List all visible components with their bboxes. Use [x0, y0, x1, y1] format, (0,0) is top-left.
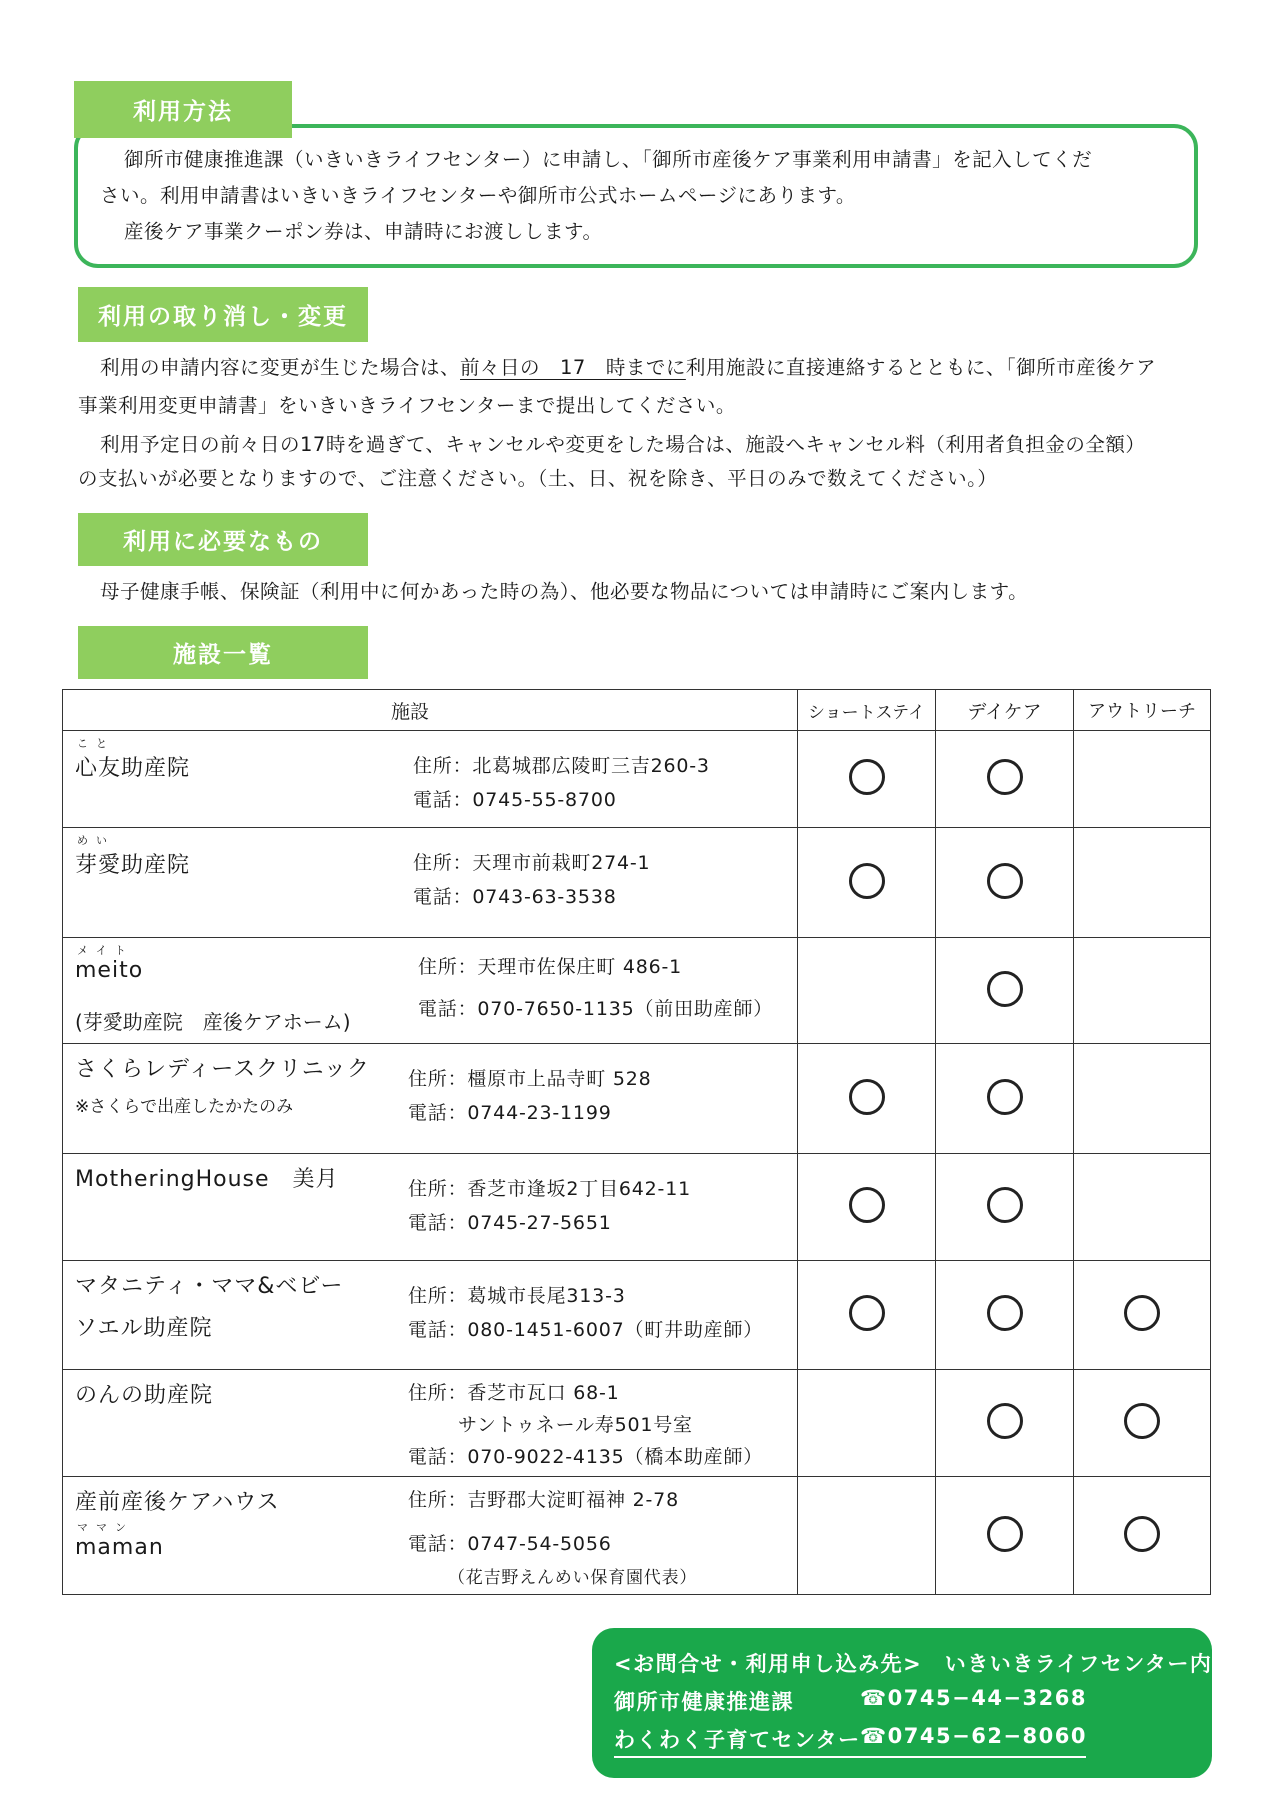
available-circle-icon: [849, 1295, 885, 1331]
facility-address: 住所：香芝市逢坂2丁目642-11: [408, 1177, 691, 1200]
facility-name: MotheringHouse 美月: [75, 1166, 339, 1192]
contact-dept-2: わくわく子育てセンター: [614, 1728, 861, 1752]
facility-row: [63, 1044, 1211, 1154]
cancel-line-1-post: 利用施設に直接連絡するとともに、「御所市産後ケア: [685, 356, 1157, 379]
facility-phone: 電話：070-7650-1135（前田助産師）: [418, 997, 774, 1020]
usage-line-2: さい。利用申請書はいきいきライフセンターや御所市公式ホームページにあります。: [100, 184, 856, 207]
facility-subtitle: ※さくらで出産したかたのみ: [75, 1097, 294, 1118]
facility-name: マタニティ・ママ&ベビー: [75, 1274, 344, 1300]
service-mark-short: [798, 1477, 936, 1595]
service-mark-out: [1074, 1261, 1211, 1370]
facility-phone: 電話：070-9022-4135（橋本助産師）: [408, 1445, 764, 1468]
available-circle-icon: [987, 971, 1023, 1007]
facility-cell: [63, 1369, 798, 1476]
available-circle-icon: [987, 1187, 1023, 1223]
facility-cell: [63, 1477, 798, 1595]
facility-phone: 電話：0745-27-5651: [408, 1211, 612, 1234]
contact-tel-1: ☎0745−44−3268: [860, 1686, 1087, 1710]
service-mark-out: [1074, 1369, 1211, 1476]
facility-name: 心友助産院: [75, 756, 191, 781]
facility-address: 住所：橿原市上品寺町 528: [408, 1068, 652, 1091]
service-mark-day: [936, 1044, 1074, 1154]
service-mark-short: [798, 1261, 936, 1370]
facility-row: [63, 937, 1211, 1043]
facility-name-ruby: めい: [77, 834, 115, 848]
facility-phone: 電話：080-1451-6007（町井助産師）: [408, 1319, 764, 1342]
contact-dept-1: 御所市健康推進課: [614, 1690, 794, 1714]
service-mark-out: [1074, 1044, 1211, 1154]
available-circle-icon: [987, 1403, 1023, 1439]
service-mark-short: [798, 731, 936, 828]
available-circle-icon: [849, 1187, 885, 1223]
facility-row: [63, 1477, 1211, 1595]
facility-cell: [63, 828, 798, 938]
available-circle-icon: [987, 1079, 1023, 1115]
service-mark-day: [936, 1477, 1074, 1595]
service-mark-short: [798, 1044, 936, 1154]
facility-cell: [63, 1261, 798, 1370]
facility-name-ruby: ママン: [77, 1521, 134, 1535]
service-mark-short: [798, 1369, 936, 1476]
facility-row: [63, 828, 1211, 938]
service-mark-out: [1074, 828, 1211, 938]
available-circle-icon: [849, 863, 885, 899]
facility-cell: [63, 731, 798, 828]
available-circle-icon: [987, 1516, 1023, 1552]
facility-phone: 電話：0743-63-3538: [413, 886, 617, 909]
cancel-line-4: の支払いが必要となりますので、ご注意ください。（土、日、祝を除き、平日のみで数えてください。）: [78, 467, 998, 490]
service-mark-out: [1074, 731, 1211, 828]
facility-name: meito: [75, 957, 144, 983]
facility-name-ruby: こと: [77, 737, 115, 750]
service-mark-short: [798, 1153, 936, 1260]
facility-table: [62, 689, 1211, 1595]
facility-subtitle: (芽愛助産院 産後ケアホーム): [75, 1009, 351, 1034]
available-circle-icon: [987, 759, 1023, 795]
facility-phone: 電話：0745-55-8700: [413, 789, 617, 811]
facility-row: [63, 731, 1211, 828]
cancel-line-3: 利用予定日の前々日の17時を過ぎて、キャンセルや変更をした場合は、施設へキャンセル料（利用者負担金の全額）: [100, 433, 1146, 456]
usage-line-3: 産後ケア事業クーポン券は、申請時にお渡しします。: [124, 220, 603, 243]
facility-subtitle: 産前産後ケアハウス: [75, 1490, 280, 1516]
facility-name-ruby: メイト: [77, 943, 134, 957]
facility-subtitle: ソエル助産院: [75, 1316, 213, 1342]
facility-address: 住所：天理市佐保庄町 486-1: [418, 955, 683, 978]
facility-row: [63, 1369, 1211, 1476]
facility-note: （花吉野えんめい保育園代表）: [448, 1568, 698, 1589]
cancel-line-2: 事業利用変更申請書」をいきいきライフセンターまで提出してください。: [78, 394, 736, 417]
facility-address: 住所：天理市前栽町274-1: [413, 852, 651, 875]
facility-address: 住所：香芝市瓦口 68-1: [408, 1381, 620, 1404]
available-circle-icon: [1124, 1295, 1160, 1331]
col-short-stay: ショートステイ: [798, 690, 936, 731]
cancel-deadline: 前々日の 17 時までに: [460, 356, 686, 379]
needs-heading: 利用に必要なもの: [78, 513, 368, 566]
service-mark-day: [936, 1261, 1074, 1370]
facility-name: さくらレディースクリニック: [75, 1057, 370, 1083]
col-outreach: アウトリーチ: [1074, 690, 1211, 731]
col-day-care: デイケア: [936, 690, 1074, 731]
cancel-line-1: [100, 350, 1156, 386]
facility-address: 住所：北葛城郡広陵町三吉260-3: [413, 755, 710, 777]
service-mark-out: [1074, 937, 1211, 1043]
available-circle-icon: [849, 1079, 885, 1115]
facility-address: 住所：葛城市長尾313-3: [408, 1285, 626, 1308]
service-mark-day: [936, 828, 1074, 938]
service-mark-day: [936, 731, 1074, 828]
facility-phone: 電話：0747-54-5056: [408, 1533, 612, 1556]
facility-name: 芽愛助産院: [75, 853, 191, 879]
facility-cell: [63, 1044, 798, 1154]
facility-name: のんの助産院: [75, 1382, 214, 1408]
contact-line-2: [614, 1724, 1086, 1758]
available-circle-icon: [849, 759, 885, 795]
service-mark-day: [936, 937, 1074, 1043]
facility-name: maman: [75, 1535, 164, 1561]
facility-phone: 電話：0744-23-1199: [408, 1102, 612, 1125]
facility-address: 住所：吉野郡大淀町福神 2-78: [408, 1489, 679, 1512]
facilities-heading: 施設一覧: [78, 626, 368, 679]
service-mark-short: [798, 828, 936, 938]
available-circle-icon: [987, 863, 1023, 899]
cancel-line-1-pre: 利用の申請内容に変更が生じた場合は、: [100, 356, 461, 379]
facility-row: [63, 1153, 1211, 1260]
available-circle-icon: [1124, 1516, 1160, 1552]
service-mark-out: [1074, 1153, 1211, 1260]
service-mark-out: [1074, 1477, 1211, 1595]
service-mark-day: [936, 1369, 1074, 1476]
table-header-row: [63, 690, 1211, 731]
cancel-heading: 利用の取り消し・変更: [78, 287, 368, 342]
service-mark-day: [936, 1153, 1074, 1260]
usage-heading: 利用方法: [74, 81, 292, 138]
facility-row: [63, 1261, 1211, 1370]
col-facility: 施設: [63, 690, 798, 731]
available-circle-icon: [987, 1295, 1023, 1331]
needs-text: 母子健康手帳、保険証（利用中に何かあった時の為）、他必要な物品については申請時にご案内します。: [100, 580, 1029, 603]
usage-line-1: 御所市健康推進課（いきいきライフセンター）に申請し、「御所市産後ケア事業利用申請書」を記入してくだ: [124, 148, 1093, 171]
contact-box: [592, 1628, 1212, 1778]
available-circle-icon: [1124, 1403, 1160, 1439]
facility-cell: [63, 1153, 798, 1260]
service-mark-short: [798, 937, 936, 1043]
contact-tel-2: ☎0745−62−8060: [860, 1724, 1087, 1748]
facility-address-line-2: サントゥネール寿501号室: [458, 1413, 693, 1436]
contact-title: <お問合せ・利用申し込み先> いきいきライフセンター内: [614, 1652, 1213, 1676]
facility-cell: [63, 937, 798, 1043]
